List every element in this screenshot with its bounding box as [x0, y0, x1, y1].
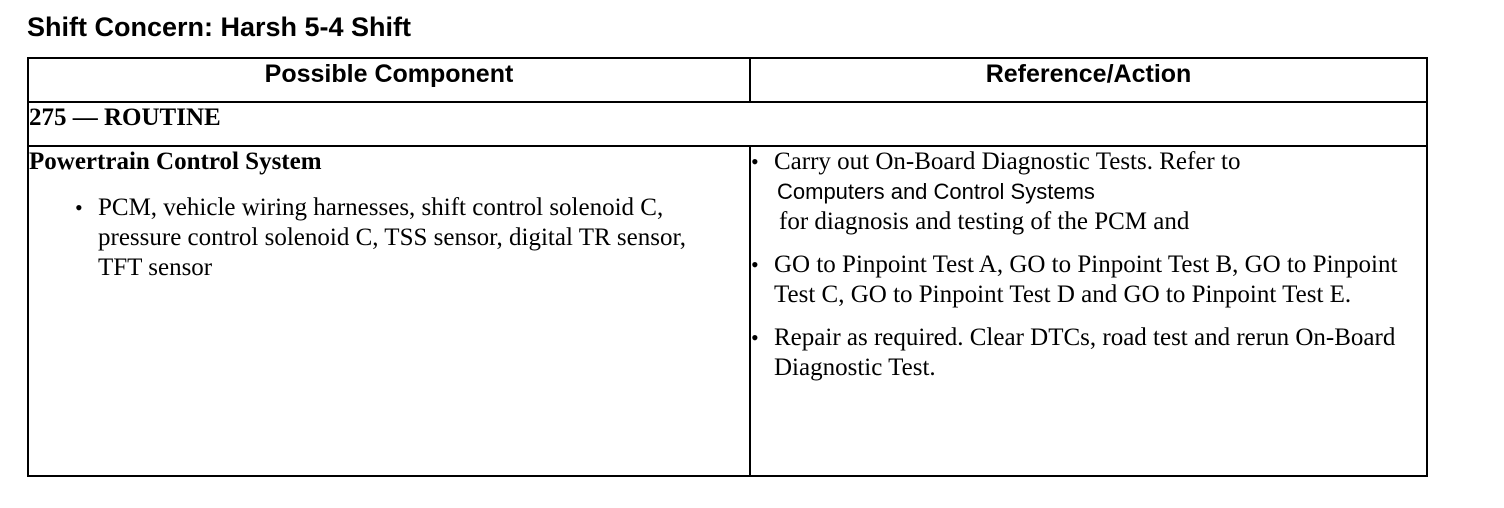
component-cell: [28, 146, 750, 476]
action-text: GO to Pinpoint Test A, GO to Pinpoint Test B, GO to Pinpoint Test C, GO to Pinpoint Test D and GO to Pinpoint Test E.: [774, 251, 1398, 308]
component-name: Powertrain Control System: [29, 148, 322, 175]
bullet-icon: •: [75, 195, 83, 220]
table-row: [28, 146, 1427, 476]
reference-link-computers-and-control-systems[interactable]: Computers and Control Systems: [777, 179, 1095, 204]
table-header-row: [28, 58, 1427, 102]
bullet-icon: •: [751, 149, 759, 174]
action-tail-text: for diagnosis and testing of the PCM and: [779, 208, 1190, 235]
header-possible-component: Possible Component: [28, 58, 750, 102]
header-reference-action: Reference/Action: [750, 58, 1427, 102]
action-text: Repair as required. Clear DTCs, road test and rerun On-Board Diagnostic Test.: [774, 324, 1396, 381]
component-item-text: PCM, vehicle wiring harnesses, shift control solenoid C, pressure control solenoid C, TSS sensor, digital TR sensor, TFT sensor: [98, 194, 687, 281]
section-label: 275 — ROUTINE: [28, 102, 1427, 146]
component-list-item: [29, 193, 749, 283]
action-cell: [750, 146, 1427, 476]
bullet-icon: •: [751, 325, 759, 350]
action-list-item: [751, 323, 1426, 383]
section-row: [28, 102, 1427, 146]
bullet-icon: •: [751, 252, 759, 277]
action-list-item: [751, 250, 1426, 310]
action-list-item: [751, 147, 1426, 237]
shift-concern-table: [27, 57, 1428, 477]
page-title: Shift Concern: Harsh 5-4 Shift: [27, 12, 412, 42]
action-text: Carry out On-Board Diagnostic Tests. Refer to: [774, 148, 1241, 175]
